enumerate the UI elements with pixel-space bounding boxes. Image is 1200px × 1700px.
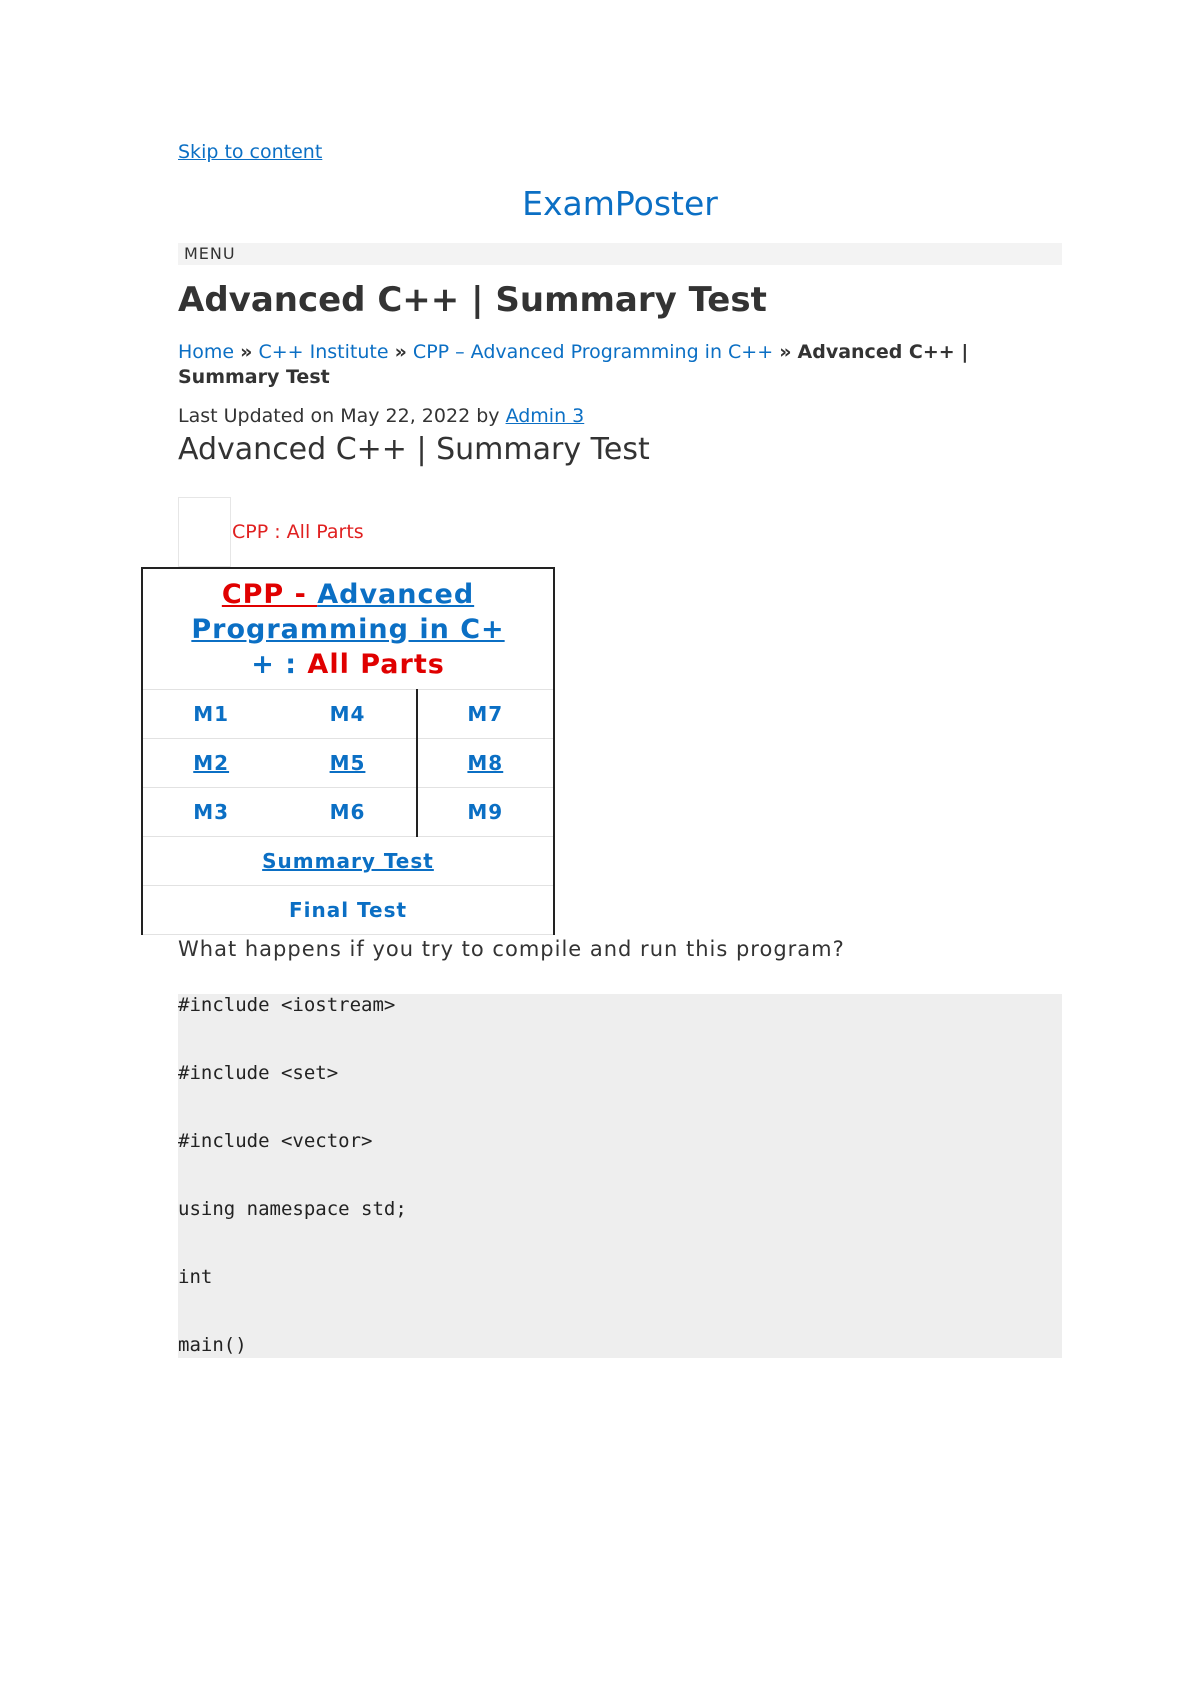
module-link-m2[interactable]: M2 xyxy=(142,739,279,788)
code-line: using namespace std; xyxy=(178,1198,407,1220)
question-text: What happens if you try to compile and run this program? xyxy=(178,937,845,961)
breadcrumb-current: Advanced C++ | Summary Test xyxy=(178,341,969,388)
broken-image-placeholder xyxy=(178,497,231,567)
table-row xyxy=(142,886,554,935)
code-line: #include <vector> xyxy=(178,1130,373,1152)
module-link-m5[interactable]: M5 xyxy=(279,739,416,788)
code-block xyxy=(178,994,1062,1358)
author-link[interactable]: Admin 3 xyxy=(505,405,585,427)
module-link-m7[interactable]: M7 xyxy=(417,690,554,739)
code-line: #include <iostream> xyxy=(178,994,396,1016)
menu-toggle-label[interactable]: MENU xyxy=(184,244,236,263)
heading-plus: + : xyxy=(251,648,308,680)
module-link-m9[interactable]: M9 xyxy=(417,788,554,837)
code-line: main() xyxy=(178,1334,247,1356)
final-test-link[interactable]: Final Test xyxy=(142,886,554,935)
code-line: #include <set> xyxy=(178,1062,339,1084)
menu-bar[interactable] xyxy=(178,243,1062,265)
breadcrumb-separator: » xyxy=(779,341,792,363)
summary-test-link[interactable]: Summary Test xyxy=(142,837,554,886)
module-link-m8[interactable]: M8 xyxy=(417,739,554,788)
module-link-m6[interactable]: M6 xyxy=(279,788,416,837)
breadcrumb xyxy=(178,340,1062,390)
site-title[interactable]: ExamPoster xyxy=(522,184,718,223)
table-row xyxy=(142,690,554,739)
code-line: int xyxy=(178,1266,213,1288)
last-updated-text: Last Updated on May 22, 2022 by xyxy=(178,405,500,427)
table-row xyxy=(142,739,554,788)
heading-advanced-link[interactable]: Advanced Programming in C+ xyxy=(191,578,505,645)
breadcrumb-cpp-institute[interactable]: C++ Institute xyxy=(258,341,389,363)
heading-cpp[interactable]: CPP - xyxy=(221,578,318,610)
image-caption: CPP : All Parts xyxy=(232,521,364,543)
post-subtitle: Advanced C++ | Summary Test xyxy=(178,432,650,467)
post-meta xyxy=(178,405,584,427)
breadcrumb-home[interactable]: Home xyxy=(178,341,235,363)
breadcrumb-separator: » xyxy=(240,341,253,363)
module-link-m1[interactable]: M1 xyxy=(142,690,279,739)
skip-to-content-link[interactable]: Skip to content xyxy=(178,141,323,163)
heading-all-parts: All Parts xyxy=(307,648,445,680)
table-row xyxy=(142,837,554,886)
parts-table-heading[interactable] xyxy=(142,568,554,690)
page-title: Advanced C++ | Summary Test xyxy=(178,280,767,320)
breadcrumb-separator: » xyxy=(394,341,407,363)
parts-navigation-table xyxy=(141,567,555,935)
module-link-m3[interactable]: M3 xyxy=(142,788,279,837)
module-link-m4[interactable]: M4 xyxy=(279,690,416,739)
breadcrumb-cpp-advanced[interactable]: CPP – Advanced Programming in C++ xyxy=(412,341,774,363)
table-row xyxy=(142,788,554,837)
